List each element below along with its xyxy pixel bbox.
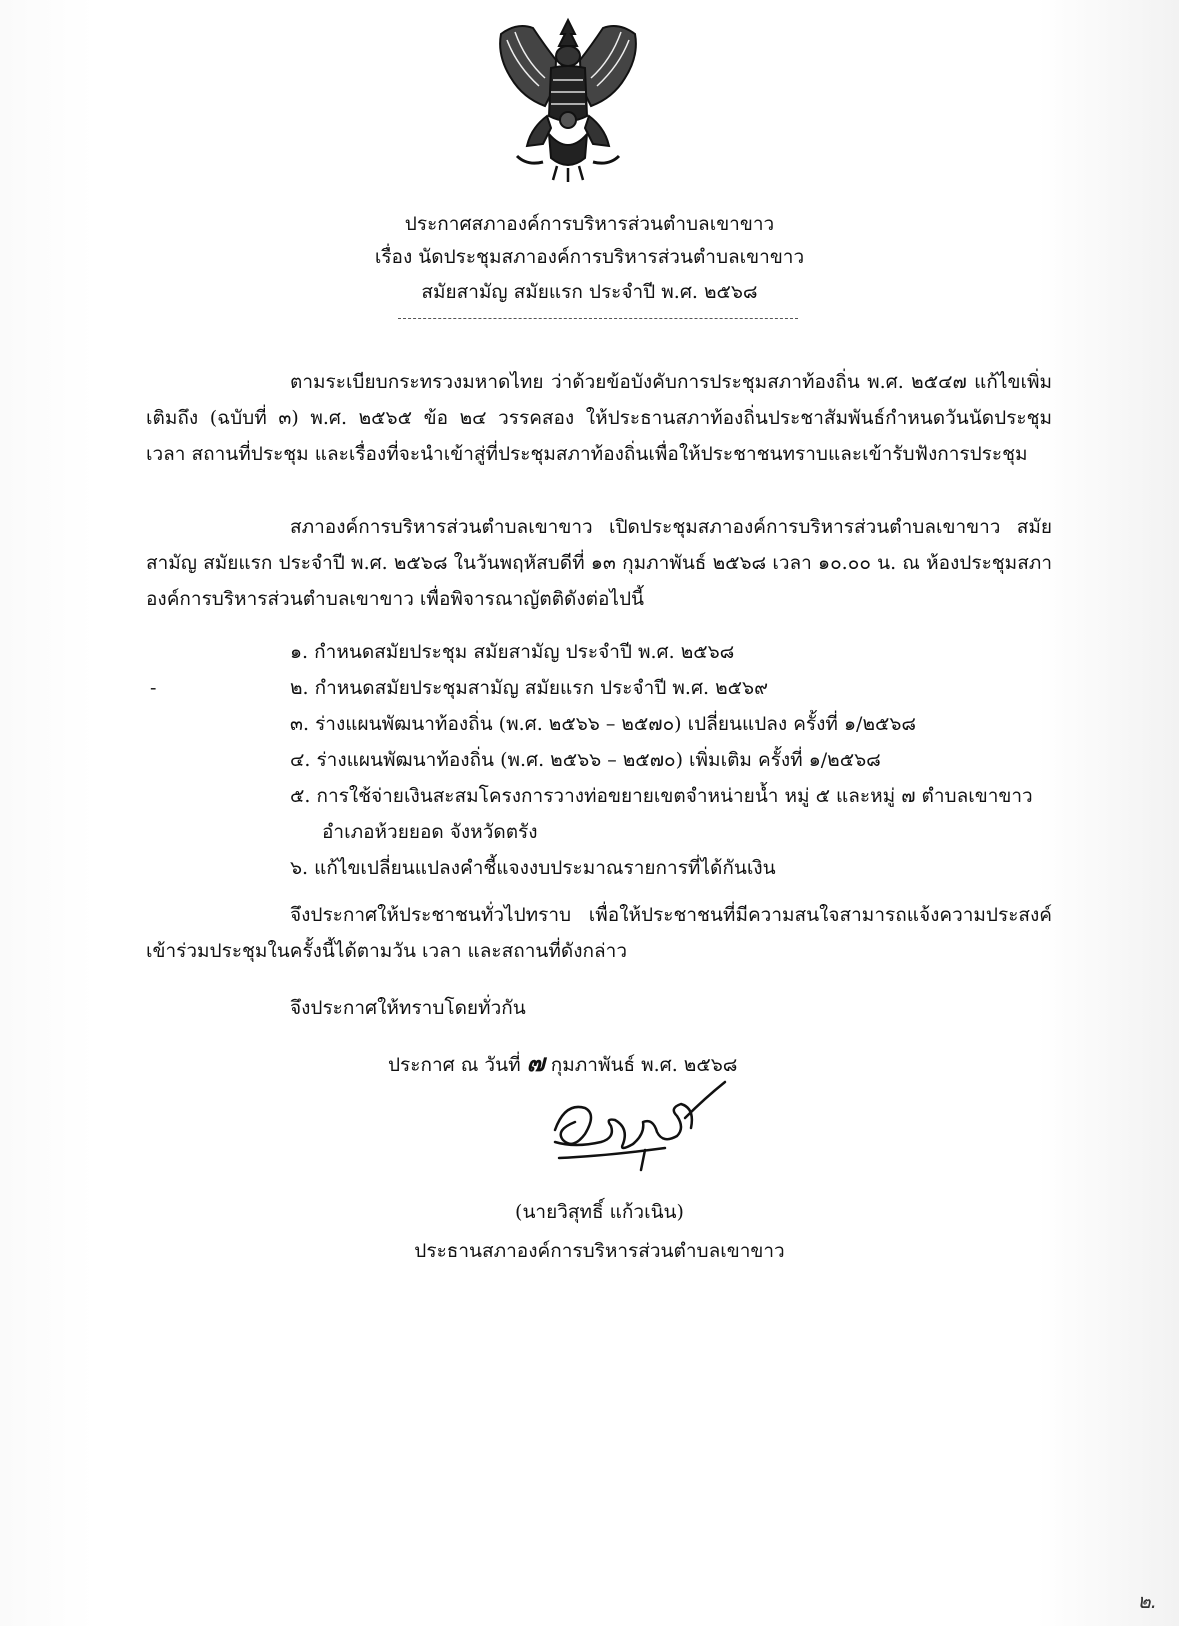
notice-title: ประกาศสภาองค์การบริหารส่วนตำบลเขาขาว [404,213,775,235]
agenda-item: ๕. การใช้จ่ายเงินสะสมโครงการวางท่อขยายเขตจำหน่ายน้ำ หมู่ ๕ และหมู่ ๗ ตำบลเขาขาว [290,785,1033,807]
paragraph-meeting: สภาองค์การบริหารส่วนตำบลเขาขาว เปิดประชุมสภาองค์การบริหารส่วนตำบลเขาขาว สมัยสามัญ สมัยแรก ประจำปี พ.ศ. ๒๕๖๘ ในวันพฤหัสบดีที่ ๑๓ กุมภาพันธ์ ๒๕๖๘ เวลา ๑๐.๐๐ น. ณ ห้องประชุมสภาองค์การบริหารส่วนตำบลเขาขาว เพื่อพิจารณาญัตติดังต่อไปนี้ [146,516,1052,610]
page-number-mark: ๒. [1137,1589,1157,1613]
notice-subject: เรื่อง นัดประชุมสภาองค์การบริหารส่วนตำบลเขาขาว [374,246,805,268]
agenda-item: ๒. กำหนดสมัยประชุมสามัญ สมัยแรก ประจำปี พ.ศ. ๒๕๖๙ [290,677,768,699]
dateline-prefix: ประกาศ ณ วันที่ [388,1054,521,1076]
agenda-item-continuation: อำเภอห้วยยอด จังหวัดตรัง [322,821,538,843]
notice-session: สมัยสามัญ สมัยแรก ประจำปี พ.ศ. ๒๕๖๘ [421,281,758,303]
agenda-item: ๔. ร่างแผนพัฒนาท้องถิ่น (พ.ศ. ๒๕๖๖ – ๒๕๗๐) เพิ่มเติม ครั้งที่ ๑/๒๕๖๘ [290,749,881,771]
announcement-line: จึงประกาศให้ทราบโดยทั่วกัน [290,997,526,1019]
agenda-item: ๑. กำหนดสมัยประชุม สมัยสามัญ ประจำปี พ.ศ. ๒๕๖๘ [290,641,735,663]
dashed-divider [398,318,798,319]
signatory-title: ประธานสภาองค์การบริหารส่วนตำบลเขาขาว [414,1240,785,1262]
dateline-day: ๗ [526,1049,545,1077]
paragraph-invitation: จึงประกาศให้ประชาชนทั่วไปทราบ เพื่อให้ประชาชนที่มีความสนใจสามารถแจ้งความประสงค์เข้าร่วมประชุมในครั้งนี้ได้ตามวัน เวลา และสถานที่ดังกล่าว [146,904,1052,962]
handwritten-signature [545,1078,755,1203]
paragraph-regulation: ตามระเบียบกระทรวงมหาดไทย ว่าด้วยข้อบังคับการประชุมสภาท้องถิ่น พ.ศ. ๒๕๔๗ แก้ไขเพิ่มเติมถึง (ฉบับที่ ๓) พ.ศ. ๒๕๖๕ ข้อ ๒๔ วรรคสอง ให้ประธานสภาท้องถิ่นประชาสัมพันธ์กำหนดวันนัดประชุม เวลา สถานที่ประชุม และเรื่องที่จะนำเข้าสู่ที่ประชุมสภาท้องถิ่นเพื่อให้ประชาชนทราบและเข้ารับฟังการประชุม [146,371,1052,465]
signatory-name: (นายวิสุทธิ์ แก้วเนิน) [515,1201,684,1223]
agenda-item: ๖. แก้ไขเปลี่ยนแปลงคำชี้แจงงบประมาณรายการที่ได้กันเงิน [290,857,776,879]
garuda-emblem [487,16,649,182]
agenda-item: ๓. ร่างแผนพัฒนาท้องถิ่น (พ.ศ. ๒๕๖๖ – ๒๕๗๐) เปลี่ยนแปลง ครั้งที่ ๑/๒๕๖๘ [290,713,917,735]
dateline-suffix: กุมภาพันธ์ พ.ศ. ๒๕๖๘ [550,1054,738,1076]
stray-dash-mark: - [150,677,157,699]
